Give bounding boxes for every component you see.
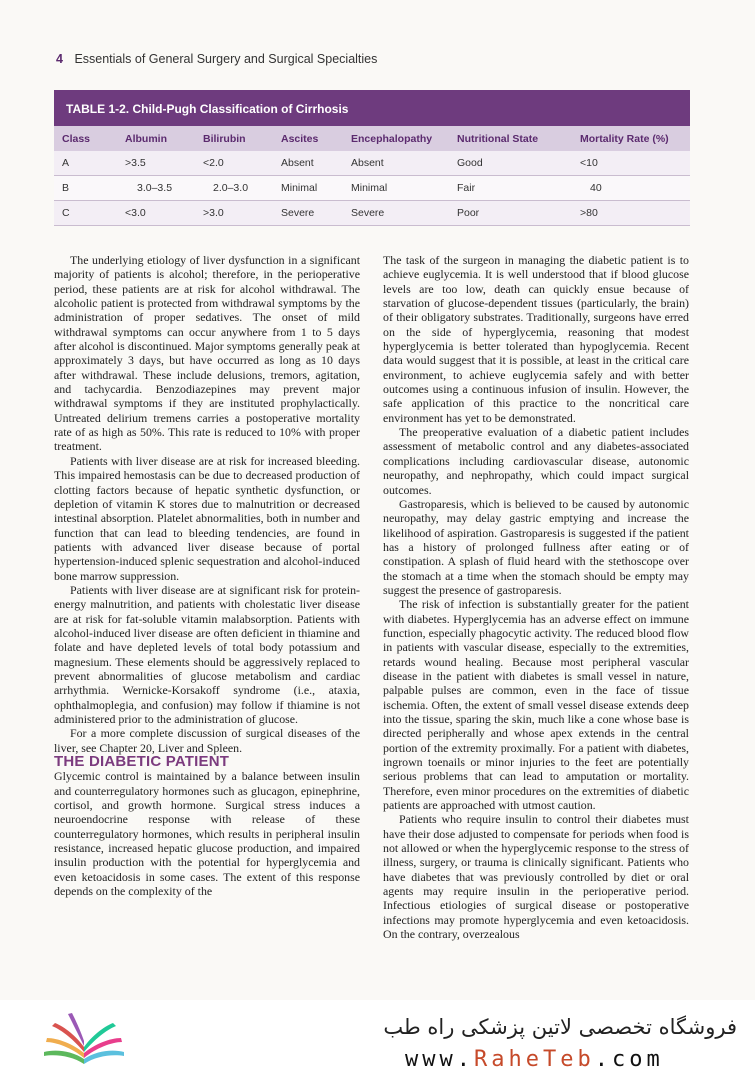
url-prefix: www.: [405, 1047, 474, 1072]
table-cell: >80: [572, 201, 690, 226]
table-cell: >3.5: [117, 151, 195, 176]
table-cell: Absent: [273, 151, 343, 176]
column-header: Bilirubin: [195, 126, 273, 151]
table-cell: B: [54, 176, 117, 201]
section-heading: THE DIABETIC PATIENT: [54, 753, 230, 771]
table-cell: Severe: [273, 201, 343, 226]
table-cell: Fair: [449, 176, 572, 201]
url-suffix: .com: [594, 1047, 664, 1072]
table-cell: Minimal: [343, 176, 449, 201]
column-header: Albumin: [117, 126, 195, 151]
book-logo-icon: [38, 1008, 130, 1077]
table-row: [54, 176, 690, 201]
table-cell: C: [54, 201, 117, 226]
table-row: [54, 201, 690, 226]
paragraph: The preoperative evaluation of a diabetic patient includes assessment of metabolic control and any diabetes-associated complications including cardiovascular disease, autonomic neuropathy, and nephropathy, which could impact surgical outcomes.: [383, 425, 689, 497]
column-header: Class: [54, 126, 117, 151]
column-header: Encephalopathy: [343, 126, 449, 151]
table-title: TABLE 1-2. Child-Pugh Classification of Cirrhosis: [54, 90, 690, 126]
table-cell: <2.0: [195, 151, 273, 176]
paragraph: For a more complete discussion of surgical diseases of the liver, see Chapter 20, Liver and Spleen.: [54, 726, 360, 755]
table-cell: 40: [572, 176, 690, 201]
paragraph: Gastroparesis, which is believed to be caused by autonomic neuropathy, may delay gastric emptying and increase the likelihood of aspiration. Gastroparesis is suggested if the patient has a history of prolonged fullness after eating or of constipation. A splash of fluid heard with the stethoscope over the stomach at a time when the stomach should be empty may suggest the presence of gastroparesis.: [383, 496, 689, 597]
table-grid: [54, 126, 690, 226]
paragraph: Patients who require insulin to control their diabetes must have their dose adjusted to compensate for periods when food is not allowed or when the hyperglycemic response to the stress of illness, surgery, or trauma is clinically significant. Patients who have diabetes that was previously controlled by diet or oral agents may require insulin in the perioperative period. Infectious etiologies of surgical disease or postoperative infections may promote hyperglycemia and even ketoacidosis. On the contrary, overzealous: [383, 812, 689, 942]
paragraph: Glycemic control is maintained by a balance between insulin and counterregulatory hormones such as glucagon, epinephrine, cortisol, and growth hormone. Surgical stress induces a neuroendocrine response with release of these counterregulatory hormones, which results in peripheral insulin resistance, increased hepatic glucose production, and impaired insulin production with the potential for hyperglycemia and even ketoacidosis in some cases. The extent of this response depends on the complexity of the: [54, 769, 360, 899]
store-url[interactable]: [405, 1047, 664, 1072]
table-cell: Good: [449, 151, 572, 176]
paragraph: The risk of infection is substantially greater for the patient with diabetes. Hyperglycemia has an adverse effect on immune function, especially phagocytic activity. The reduced blood flow in patients with vascular disease, especially to the extremities, retards wound healing. Because most peripheral vascular disease in the patient with diabetes is small vessel in nature, palpable pulses are common, even in the face of tissue ischemia. Often, the extent of small vessel disease extends deep into the tissue, sparing the skin, much like a cone whose base is directed peripherally and whose apex extends in the central portion of the extremity proximally. For a patient with diabetes, ingrown toenails or minor injuries to the feet are potentially serious problems that can lead to amputation or mortality. Therefore, even minor procedures on the extremities of diabetic patients are approached with utmost caution.: [383, 597, 689, 813]
table-cell: Severe: [343, 201, 449, 226]
running-title: Essentials of General Surgery and Surgical Specialties: [74, 52, 378, 66]
paragraph: The underlying etiology of liver dysfunction in a significant majority of patients is alcohol; therefore, in the perioperative period, these patients are at risk for alcohol withdrawal. The alcoholic patient is protected from withdrawal symptoms by the administration of proper sedatives. The onset of mild withdrawal symptoms can occur anywhere from 1 to 5 days after alcohol is discontinued. Major symptoms generally peak at approximately 3 days, but have occurred as long as 10 days after withdrawal. These include delusions, tremors, agitation, and tachycardia. Benzodiazepines may prevent major withdrawal symptoms if they are instituted prophylactically. Untreated delirium tremens carries a postoperative mortality rate of as high as 50%. This rate is reduced to 10% with proper treatment.: [54, 253, 360, 454]
table-cell: 2.0–3.0: [195, 176, 273, 201]
table-row: [54, 151, 690, 176]
table-cell: <3.0: [117, 201, 195, 226]
left-text-column: [54, 253, 360, 898]
table-cell: Minimal: [273, 176, 343, 201]
right-text-column: [383, 253, 689, 942]
table-cell: Absent: [343, 151, 449, 176]
running-header: [56, 52, 377, 66]
column-header: Nutritional State: [449, 126, 572, 151]
store-name: فروشگاه تخصصی لاتین پزشکی راه طب: [383, 1015, 737, 1039]
table-cell: Poor: [449, 201, 572, 226]
table-cell: >3.0: [195, 201, 273, 226]
paragraph: The task of the surgeon in managing the diabetic patient is to achieve euglycemia. It is well understood that if blood glucose levels are too low, death can quickly ensue because of starvation of glucose-dependent tissues (particularly, the brain) of their obligatory substrates. Traditionally, surgeons have erred on the side of hyperglycemia, reasoning that modest hyperglycemia is better tolerated than hypoglycemia. Recent data would suggest that it is possible, at least in the critical care environment, to achieve euglycemia safely and with better outcomes using a continuous infusion of insulin. However, the safe application of this practice to the noncritical care environment has yet to be demonstrated.: [383, 253, 689, 425]
child-pugh-table: [54, 90, 690, 226]
paragraph: Patients with liver disease are at significant risk for protein-energy malnutrition, and patients with cholestatic liver disease are at risk for fat-soluble vitamin malabsorption. Patients with alcohol-induced liver disease are often deficient in thiamine and folate and have depleted levels of total body potassium and magnesium. These elements should be aggressively replaced to prevent abnormalities of glucose metabolism and cardiac arrhythmia. Wernicke-Korsakoff syndrome (i.e., ataxia, ophthalmoplegia, and confusion) may follow if thiamine is not administered prior to the administration of glucose.: [54, 582, 360, 726]
page-number: 4: [56, 52, 63, 66]
table-header-row: [54, 126, 690, 151]
url-brand: RaheTeb: [473, 1047, 595, 1072]
paragraph: Patients with liver disease are at risk for increased bleeding. This impaired hemostasis can be due to decreased production of clotting factors because of hepatic synthetic dysfunction, or depletion of vitamin K stores due to malnutrition or decreased intestinal absorption. Platelet abnormalities, both in number and function that can lead to bleeding tendencies, are found in patients with advanced liver disease because of portal hypertension-induced splenic sequestration and alcohol-induced bone marrow suppression.: [54, 453, 360, 583]
column-header: Ascites: [273, 126, 343, 151]
column-header: Mortality Rate (%): [572, 126, 690, 151]
table-cell: A: [54, 151, 117, 176]
table-cell: 3.0–3.5: [117, 176, 195, 201]
table-cell: <10: [572, 151, 690, 176]
